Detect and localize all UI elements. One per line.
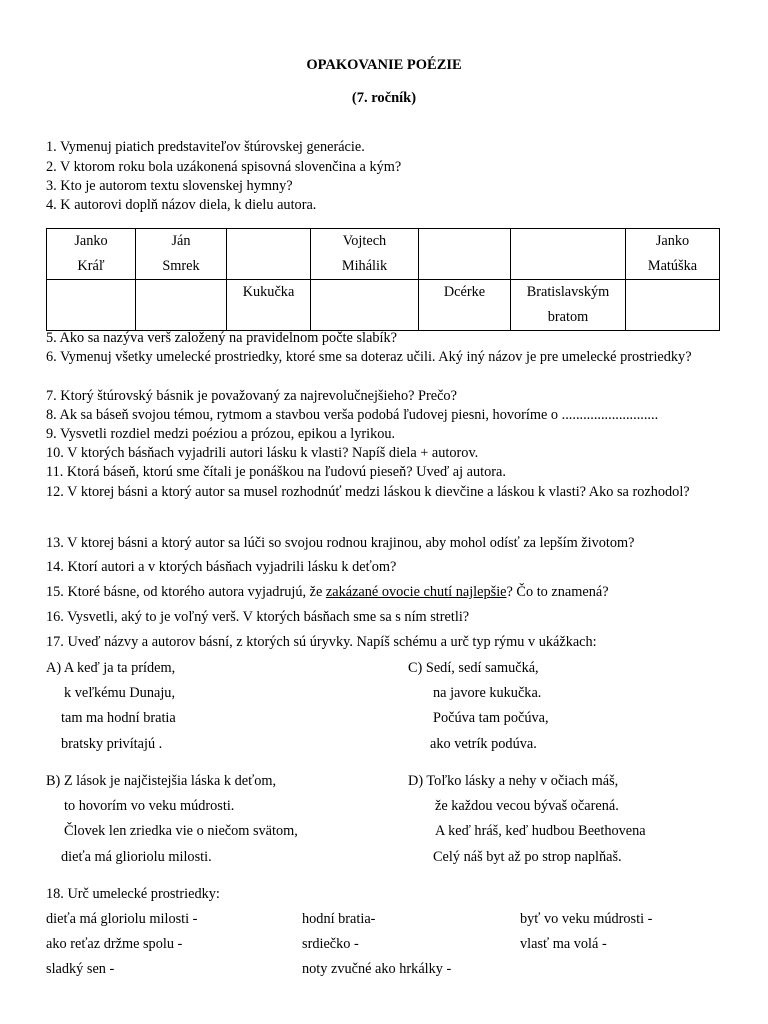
table-cell — [136, 280, 227, 331]
table-cell: Janko Kráľ — [47, 229, 136, 280]
question-14: 14. Ktorí autori a v ktorých básňach vyjadrili lásku k deťom? — [46, 559, 397, 575]
table-row — [47, 229, 720, 280]
question-10: 10. V ktorých básňach vyjadrili autori lásku k vlasti? Napíš diela + autorov. — [46, 445, 479, 461]
poem-c-line: Počúva tam počúva, — [433, 710, 549, 726]
table-cell: Kukučka — [227, 280, 311, 331]
question-15-tail: ? Čo to znamená? — [506, 584, 609, 600]
device-item: dieťa má gloriolu milosti - — [46, 911, 198, 927]
poem-d-line: A keď hráš, keď hudbou Beethovena — [435, 823, 646, 839]
table-cell — [227, 229, 311, 280]
question-2: 2. V ktorom roku bola uzákonená spisovná slovenčina a kým? — [46, 159, 402, 175]
table-cell: Vojtech Mihálik — [311, 229, 419, 280]
question-8: 8. Ak sa báseň svojou témou, rytmom a stavbou verša podobá ľudovej piesni, hovoríme o ........................... — [46, 407, 659, 423]
device-item: vlasť ma volá - — [520, 936, 607, 952]
poem-b-line: to hovorím vo veku múdrosti. — [64, 798, 235, 814]
device-item: srdiečko - — [302, 936, 359, 952]
table-cell — [626, 280, 720, 331]
poem-a-line: tam ma hodní bratia — [61, 710, 176, 726]
page-title: OPAKOVANIE POÉZIE — [306, 57, 462, 73]
table-cell: Dcérke — [419, 280, 511, 331]
question-1: 1. Vymenuj piatich predstaviteľov štúrovskej generácie. — [46, 139, 365, 155]
question-18: 18. Urč umelecké prostriedky: — [46, 886, 220, 902]
question-4: 4. K autorovi doplň názov diela, k dielu autora. — [46, 197, 317, 213]
device-item: byť vo veku múdrosti - — [520, 911, 653, 927]
question-5: 5. Ako sa nazýva verš založený na pravidelnom počte slabík? — [46, 330, 397, 346]
device-item: hodní bratia- — [302, 911, 376, 927]
poem-d-line: Celý náš byt až po strop naplňaš. — [433, 849, 622, 865]
poem-c-line: ako vetrík podúva. — [430, 736, 537, 752]
table-cell: Ján Smrek — [136, 229, 227, 280]
table-row — [47, 280, 720, 331]
question-17: 17. Uveď názvy a autorov básní, z ktorých sú úryvky. Napíš schému a urč typ rýmu v ukážkach: — [46, 634, 597, 650]
table-cell — [511, 229, 626, 280]
question-9: 9. Vysvetli rozdiel medzi poéziou a prózou, epikou a lyrikou. — [46, 426, 396, 442]
poem-b-line: Človek len zriedka vie o niečom svätom, — [64, 823, 298, 839]
table-cell: Janko Matúška — [626, 229, 720, 280]
device-item: ako reťaz držme spolu - — [46, 936, 183, 952]
poem-a-line: bratsky privítajú . — [61, 736, 163, 752]
question-11: 11. Ktorá báseň, ktorú sme čítali je ponáškou na ľudovú pieseň? Uveď aj autora. — [46, 464, 506, 480]
question-3: 3. Kto je autorom textu slovenskej hymny? — [46, 178, 293, 194]
page-subtitle: (7. ročník) — [351, 90, 417, 106]
poem-c-line: C) Sedí, sedí samučká, — [408, 660, 539, 676]
poem-a-line: A) A keď ja ta prídem, — [46, 660, 176, 676]
table-cell — [311, 280, 419, 331]
table-cell — [47, 280, 136, 331]
question-7: 7. Ktorý štúrovský básnik je považovaný za najrevolučnejšieho? Prečo? — [46, 388, 457, 404]
device-item: noty zvučné ako hrkálky - — [302, 961, 452, 977]
poem-d-line: že každou vecou bývaš očarená. — [435, 798, 619, 814]
table-cell: Bratislavským bratom — [511, 280, 626, 331]
question-16: 16. Vysvetli, aký to je voľný verš. V ktorých básňach sme sa s ním stretli? — [46, 609, 470, 625]
question-15 — [46, 584, 609, 601]
table-cell — [419, 229, 511, 280]
poem-b-line: B) Z lások je najčistejšia láska k deťom, — [46, 773, 277, 789]
question-15-proverb: zakázané ovocie chutí najlepšie — [325, 584, 507, 600]
poem-b-line: dieťa má glioriolu milosti. — [61, 849, 212, 865]
poem-c-line: na javore kukučka. — [433, 685, 542, 701]
question-12: 12. V ktorej básni a ktorý autor sa musel rozhodnúť medzi láskou k dievčine a láskou k vlasti? Ako sa rozhodol? — [46, 484, 690, 500]
question-13: 13. V ktorej básni a ktorý autor sa lúči so svojou rodnou krajinou, aby mohol odísť za lepším životom? — [46, 535, 635, 551]
question-6: 6. Vymenuj všetky umelecké prostriedky, ktoré sme sa doteraz učili. Aký iný názov je pre umelecké prostriedky? — [46, 349, 692, 365]
poem-a-line: k veľkému Dunaju, — [64, 685, 176, 701]
poem-d-line: D) Toľko lásky a nehy v očiach máš, — [408, 773, 619, 789]
device-item: sladký sen - — [46, 961, 115, 977]
question-15-text: 15. Ktoré básne, od ktorého autora vyjadrujú, že — [46, 584, 326, 600]
author-work-table — [46, 228, 720, 331]
